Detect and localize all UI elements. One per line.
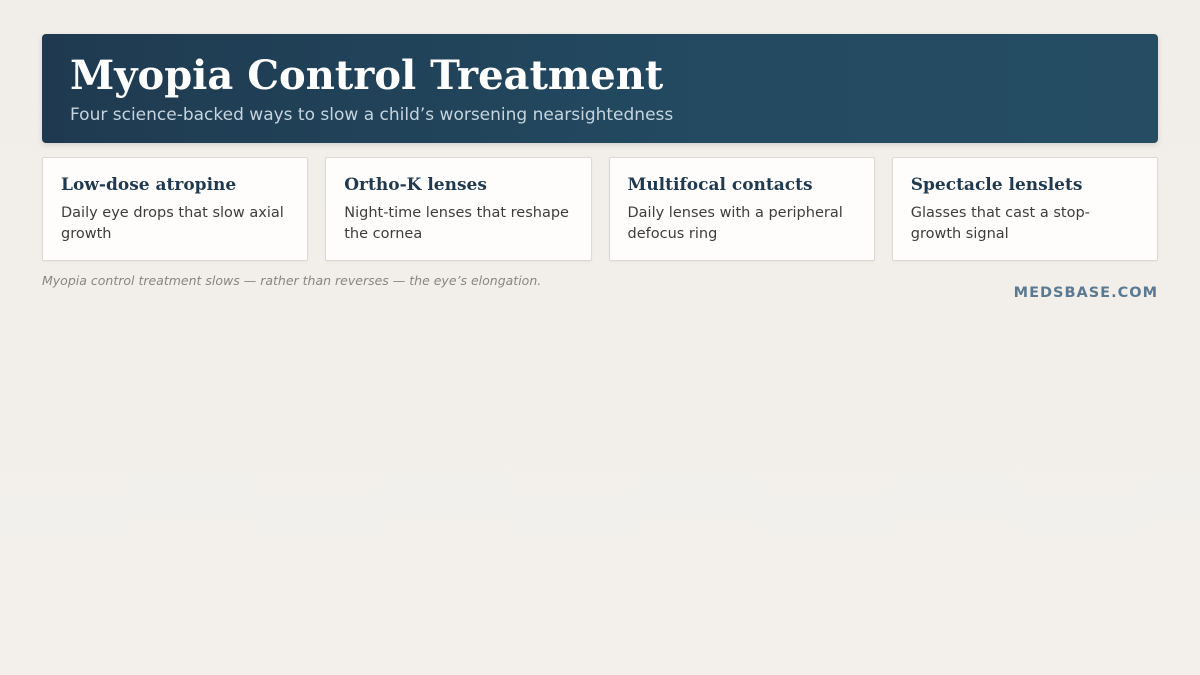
card-description: Daily lenses with a peripheral defocus ring [627,205,843,242]
card-title: Low-dose atropine [61,175,237,195]
card-low-dose-atropine [42,157,308,261]
footnote: Myopia control treatment slows — rather than reverses — the eye’s elongation. [42,273,542,288]
card-description: Night-time lenses that reshape the cornea [344,205,569,242]
card-title: Spectacle lenslets [910,175,1083,195]
card-title: Multifocal contacts [627,175,813,195]
page-title: Myopia Control Treatment [70,52,664,99]
page-subtitle: Four science-backed ways to slow a child’s worsening nearsightedness [70,105,674,125]
treatment-cards [42,157,1158,261]
brand-label: MEDSBASE.COM [1013,285,1158,301]
card-ortho-k-lenses [325,157,591,261]
card-description: Glasses that cast a stop-growth signal [910,205,1090,242]
card-multifocal-contacts [609,157,875,261]
header-banner [42,34,1158,143]
card-title: Ortho-K lenses [344,175,487,195]
card-description: Daily eye drops that slow axial growth [61,205,284,242]
card-spectacle-lenslets [892,157,1158,261]
